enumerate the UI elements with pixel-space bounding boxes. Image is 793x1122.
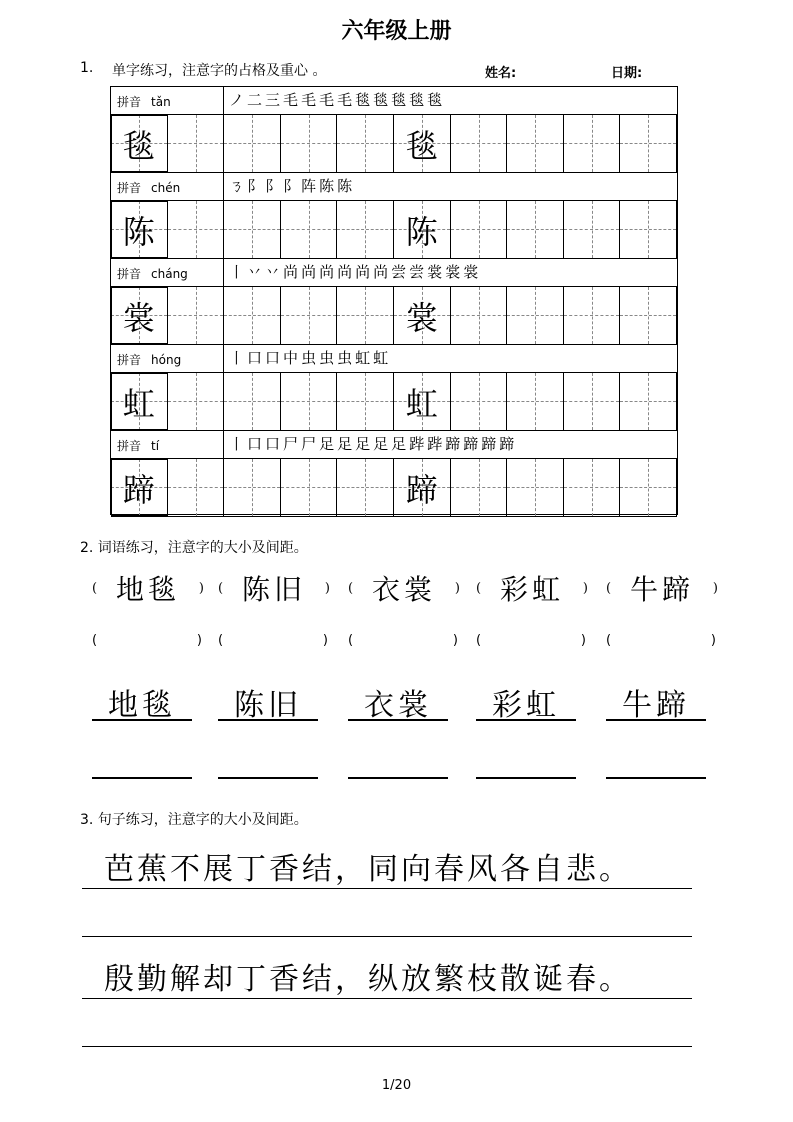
stroke-order-sequence [229,175,355,196]
practice-word-underlined: 彩虹 [492,688,560,723]
guide-line-horizontal [507,143,563,144]
stroke-step: 裳 [445,263,462,281]
guide-line-horizontal [564,229,620,230]
stroke-order-sequence [229,347,391,368]
pinyin-blank [92,633,202,648]
tian-grid-cell [337,201,394,258]
tian-grid-cell [337,287,394,344]
tian-grid-cell [224,287,281,344]
divider [223,345,224,372]
paren-close: ) [198,580,204,596]
guide-line-horizontal [224,401,280,402]
paren-open: ( [92,580,98,596]
pinyin-row [111,345,677,373]
pinyin-row [111,173,677,201]
guide-line-horizontal [620,315,676,316]
stroke-step: 虹 [355,349,372,367]
tian-grid-cell [281,201,338,258]
pinyin-label [117,351,181,368]
writing-line [82,888,692,889]
tian-grid-cell [394,373,451,430]
model-character: 陈 [405,212,438,251]
stroke-step: 虫 [301,349,318,367]
tian-grid-cell [224,459,281,516]
practice-word-underlined: 衣裳 [364,688,432,723]
guide-line-horizontal [620,487,676,488]
model-character: 裳 [122,298,155,337]
stroke-step: 跸 [427,435,444,453]
stroke-step: 阝 [283,177,300,195]
name-label: 姓名: [485,66,517,81]
stroke-step: 丷 [247,263,264,281]
writing-line [606,718,706,721]
tian-grid-cell [168,373,225,430]
paren-open: ( [606,580,612,596]
stroke-order-sequence [229,89,445,110]
guide-line-horizontal [168,487,224,488]
model-character: 陈 [122,212,155,251]
stroke-step: 陈 [319,177,336,195]
tian-grid-cell [394,459,451,516]
writing-line [82,1046,692,1047]
tian-grid-cell [564,459,621,516]
tian-grid-cell [337,459,394,516]
writing-line [218,718,318,721]
tian-grid-cell [168,201,225,258]
model-character: 裳 [405,298,438,337]
guide-line-horizontal [224,143,280,144]
stroke-step: 二 [247,91,264,109]
stroke-step: 丨 [229,263,246,281]
guide-line-horizontal [168,229,224,230]
pinyin-blank [476,633,586,648]
model-character: 蹄 [122,470,155,509]
practice-word: 牛蹄 [629,573,694,606]
tian-grid-cell [224,201,281,258]
stroke-step: 尚 [301,263,318,281]
model-character: 虹 [122,384,155,423]
stroke-step: 裳 [463,263,480,281]
stroke-step: 尚 [355,263,372,281]
paren-close: ) [324,580,330,596]
guide-line-horizontal [281,401,337,402]
model-character: 虹 [405,384,438,423]
word-with-parens [476,568,588,608]
practice-sentence: 殷勤解却丁香结，纵放繁枝散诞春。 [104,962,632,997]
stroke-step: 口 [247,349,264,367]
guide-line-horizontal [281,487,337,488]
tian-grid-cell [111,115,168,172]
tian-grid-cell [281,115,338,172]
tian-grid-cell [451,201,508,258]
guide-line-horizontal [337,315,393,316]
stroke-step: 丨 [229,435,246,453]
section1-title: 单字练习，注意字的占格及重心 。 [112,63,327,79]
divider [223,259,224,286]
tian-grid-cell [564,115,621,172]
tian-grid-cell [111,201,168,258]
guide-line-horizontal [168,401,224,402]
stroke-step: 毛 [301,91,318,109]
divider [223,173,224,200]
pinyin-prefix: 拼音 [117,267,142,281]
stroke-step: 阝 [247,177,264,195]
tian-grid-cell [620,373,677,430]
stroke-step: 虫 [337,349,354,367]
tian-grid-cell [281,287,338,344]
stroke-step: 尸 [301,435,318,453]
tian-grid-cell [451,115,508,172]
pinyin-label [117,437,159,454]
writing-line [606,776,706,779]
guide-line-horizontal [224,229,280,230]
pinyin-row [111,87,677,115]
stroke-step: 尝 [391,263,408,281]
paren-open: ( [348,580,354,596]
stroke-step: 尚 [283,263,300,281]
model-character: 毯 [405,126,438,165]
guide-line-horizontal [337,401,393,402]
tian-grid-cell [451,459,508,516]
stroke-step: 阵 [301,177,318,195]
tian-grid-cell [111,459,168,516]
guide-line-horizontal [507,487,563,488]
stroke-step: 蹄 [481,435,498,453]
writing-line [92,718,192,721]
tian-grid-cell [394,115,451,172]
stroke-order-sequence [229,261,481,282]
model-character: 蹄 [405,470,438,509]
guide-line-horizontal [507,229,563,230]
writing-line [348,776,448,779]
word-with-parens [92,568,204,608]
tian-grid-cell [281,373,338,430]
stroke-step: 毯 [355,91,372,109]
date-label: 日期: [611,66,643,81]
paren-open: ( [476,580,482,596]
practice-word: 地毯 [115,573,180,606]
guide-line-horizontal [451,487,507,488]
pinyin-prefix: 拼音 [117,181,142,195]
writing-line [476,776,576,779]
tian-grid-row [111,201,677,259]
stroke-step: 跸 [409,435,426,453]
stroke-step: 丷 [265,263,282,281]
tian-grid-cell [451,373,508,430]
pinyin-blank [218,633,328,648]
writing-line [476,718,576,721]
stroke-step: 口 [265,435,282,453]
stroke-step: 足 [337,435,354,453]
guide-line-horizontal [168,143,224,144]
tian-grid-cell [507,459,564,516]
tian-grid-row [111,115,677,173]
paren-open: ( [348,633,354,648]
tian-grid-cell [564,373,621,430]
guide-line-horizontal [224,315,280,316]
tian-grid-cell [111,373,168,430]
paren-open: ( [476,633,482,648]
tian-grid-cell [168,459,225,516]
word-with-parens [348,568,460,608]
stroke-step: 丨 [229,349,246,367]
guide-line-horizontal [620,401,676,402]
guide-line-horizontal [281,143,337,144]
guide-line-horizontal [337,229,393,230]
pinyin-label [117,265,188,282]
guide-line-horizontal [564,143,620,144]
stroke-step: 足 [373,435,390,453]
stroke-step: 尚 [373,263,390,281]
guide-line-horizontal [451,229,507,230]
divider [223,87,224,114]
stroke-step: 口 [247,435,264,453]
stroke-step: 蹄 [445,435,462,453]
guide-line-horizontal [620,229,676,230]
tian-grid-cell [111,287,168,344]
stroke-step: 裳 [427,263,444,281]
stroke-step: 蹄 [463,435,480,453]
writing-line [82,998,692,999]
guide-line-horizontal [224,487,280,488]
stroke-order-sequence [229,433,517,454]
tian-grid-cell [394,201,451,258]
stroke-step: 虹 [373,349,390,367]
practice-word-underlined: 牛蹄 [622,688,690,723]
paren-close: ) [582,580,588,596]
guide-line-horizontal [281,229,337,230]
stroke-step: 陈 [337,177,354,195]
stroke-step: ノ [229,91,246,109]
guide-line-horizontal [620,143,676,144]
guide-line-horizontal [337,487,393,488]
guide-line-horizontal [168,315,224,316]
practice-word: 彩虹 [499,573,564,606]
model-box [111,201,168,258]
pinyin-row [111,259,677,287]
paren-open: ( [606,633,612,648]
writing-line [218,776,318,779]
model-box [111,373,168,430]
character-practice-grid [110,86,678,515]
stroke-step: 尚 [319,263,336,281]
tian-grid-cell [451,287,508,344]
stroke-step: 足 [355,435,372,453]
practice-word-underlined: 陈旧 [234,688,302,723]
paren-close: ) [710,633,716,648]
stroke-step: 足 [319,435,336,453]
stroke-step: 尸 [283,435,300,453]
practice-word: 衣裳 [371,573,436,606]
practice-word-underlined: 地毯 [108,688,176,723]
model-character: 毯 [122,126,155,165]
divider [223,431,224,458]
paren-open: ( [218,633,224,648]
section3-title: 3. 句子练习，注意字的大小及间距。 [80,812,308,828]
practice-sentence: 芭蕉不展丁香结，同向春风各自悲。 [104,852,632,887]
paren-close: ) [196,633,202,648]
stroke-step: 毯 [427,91,444,109]
pinyin-blank [348,633,458,648]
tian-grid-cell [507,201,564,258]
pinyin-label [117,93,171,110]
model-box [111,115,168,172]
pinyin-prefix: 拼音 [117,95,142,109]
stroke-step: ㄋ [229,177,246,195]
pinyin-prefix: 拼音 [117,439,142,453]
pinyin-prefix: 拼音 [117,353,142,367]
guide-line-horizontal [564,401,620,402]
guide-line-horizontal [564,315,620,316]
stroke-step: 毛 [337,91,354,109]
tian-grid-cell [620,287,677,344]
guide-line-horizontal [451,401,507,402]
stroke-step: 毛 [283,91,300,109]
pinyin-text: chén [151,181,181,195]
guide-line-horizontal [507,401,563,402]
tian-grid-cell [507,373,564,430]
paren-close: ) [454,580,460,596]
guide-line-horizontal [451,315,507,316]
stroke-step: 中 [283,349,300,367]
stroke-step: 足 [391,435,408,453]
tian-grid-cell [394,287,451,344]
stroke-step: 毯 [373,91,390,109]
guide-line-horizontal [507,315,563,316]
stroke-step: 口 [265,349,282,367]
stroke-step: 毯 [391,91,408,109]
pinyin-blank [606,633,716,648]
pinyin-label [117,179,180,196]
model-box [111,287,168,344]
stroke-step: 尝 [409,263,426,281]
pinyin-text: hóng [151,353,182,367]
stroke-step: 阝 [265,177,282,195]
tian-grid-cell [620,115,677,172]
writing-line [82,936,692,937]
tian-grid-cell [620,459,677,516]
writing-line [348,718,448,721]
stroke-step: 毯 [409,91,426,109]
tian-grid-cell [224,115,281,172]
guide-line-horizontal [337,143,393,144]
tian-grid-cell [281,459,338,516]
paren-close: ) [580,633,586,648]
model-box [111,459,168,516]
tian-grid-cell [337,115,394,172]
pinyin-text: cháng [151,267,188,281]
tian-grid-row [111,373,677,431]
tian-grid-row [111,287,677,345]
tian-grid-row [111,459,677,517]
tian-grid-cell [564,201,621,258]
tian-grid-cell [620,201,677,258]
stroke-step: 尚 [337,263,354,281]
paren-close: ) [452,633,458,648]
pinyin-text: tǎn [151,95,171,109]
section2-title: 2. 词语练习，注意字的大小及间距。 [80,540,308,556]
practice-word: 陈旧 [241,573,306,606]
pinyin-text: tí [151,439,160,453]
tian-grid-cell [507,287,564,344]
page-number: 1/20 [381,1078,412,1093]
guide-line-horizontal [281,315,337,316]
tian-grid-cell [224,373,281,430]
paren-close: ) [712,580,718,596]
writing-line [92,776,192,779]
tian-grid-cell [168,287,225,344]
page-title: 六年级上册 [341,19,452,44]
stroke-step: 虫 [319,349,336,367]
paren-close: ) [322,633,328,648]
guide-line-horizontal [564,487,620,488]
pinyin-row [111,431,677,459]
stroke-step: 三 [265,91,282,109]
word-with-parens [218,568,330,608]
paren-open: ( [218,580,224,596]
guide-line-horizontal [451,143,507,144]
stroke-step: 毛 [319,91,336,109]
paren-open: ( [92,633,98,648]
tian-grid-cell [168,115,225,172]
section1-number: 1. [80,60,94,76]
word-with-parens [606,568,718,608]
stroke-step: 蹄 [499,435,516,453]
tian-grid-cell [337,373,394,430]
tian-grid-cell [507,115,564,172]
tian-grid-cell [564,287,621,344]
